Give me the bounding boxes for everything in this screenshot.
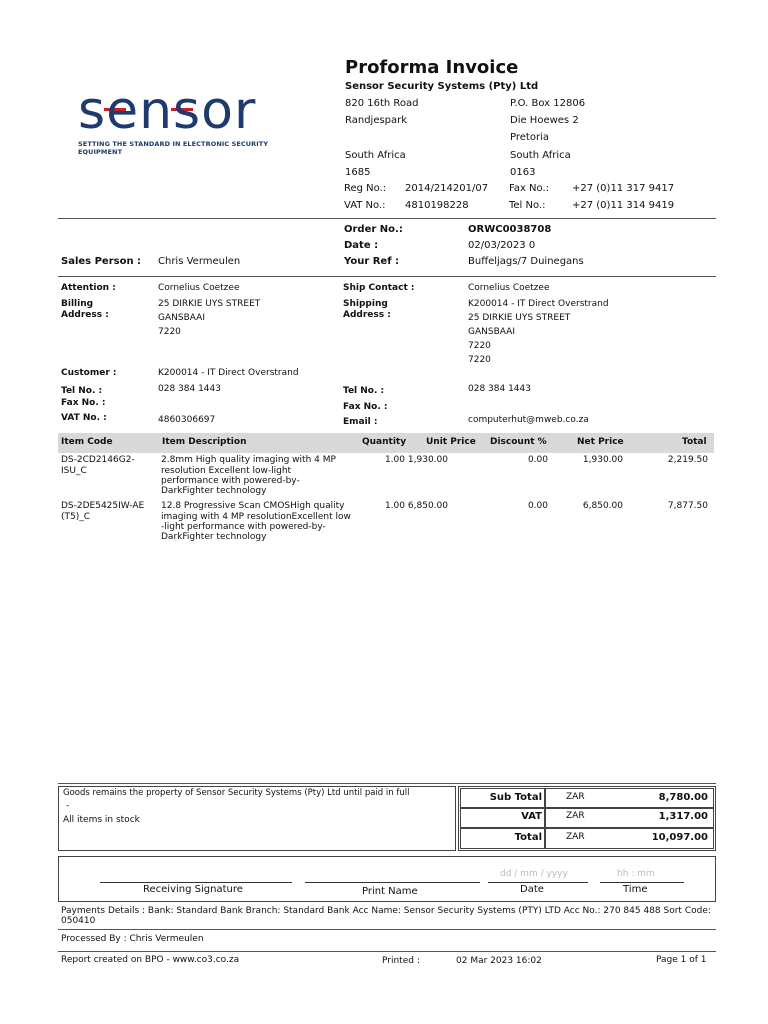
row-description: resolution Excellent low-light [161, 466, 292, 476]
order-no-value: ORWC0038708 [468, 224, 552, 235]
col-header-quantity: Quantity [362, 437, 407, 447]
date-value: 02/03/2023 0 [468, 240, 536, 251]
receiving-signature-line[interactable] [100, 882, 292, 883]
notes-line: Goods remains the property of Sensor Security Systems (Pty) Ltd until paid in full [63, 788, 410, 798]
vat-total-value: 1,317.00 [658, 811, 708, 822]
row-description: imaging with 4 MP resolutionExcellent low [161, 512, 351, 522]
order-no-label: Order No.: [344, 224, 403, 235]
vat-value: 4810198228 [405, 200, 469, 211]
vat-total-label: VAT [521, 811, 542, 822]
col-header-net-price: Net Price [577, 437, 624, 447]
billing-address-line: 25 DIRKIE UYS STREET [158, 299, 261, 309]
your-ref-value: Buffeljags/7 Duinegans [468, 256, 584, 267]
print-name-label: Print Name [362, 886, 418, 897]
row-description: -light performance with powered-by- [161, 522, 326, 532]
row-discount: 0.00 [527, 455, 548, 465]
ship-contact-value: Cornelius Coetzee [468, 283, 550, 293]
subtotal-label: Sub Total [489, 792, 542, 803]
shipping-address-label: Shipping [343, 299, 388, 309]
col-header-discount: Discount % [490, 437, 547, 447]
reg-value: 2014/214201/07 [405, 183, 489, 194]
vat-label: VAT No.: [344, 200, 386, 211]
row-description: performance with powered-by- [161, 476, 300, 486]
row-description: 2.8mm High quality imaging with 4 MP [161, 455, 336, 465]
grand-total-value: 10,097.00 [651, 832, 708, 843]
receiving-signature-label: Receiving Signature [143, 884, 243, 895]
address-right-line: 0163 [510, 167, 536, 178]
tel-value: +27 (0)11 314 9419 [572, 200, 675, 211]
printed-label: Printed : [382, 956, 420, 966]
address-left-line: Randjespark [345, 115, 408, 126]
row-description: 12.8 Progressive Scan CMOSHigh quality [161, 501, 345, 511]
tel-label: Tel No.: [509, 200, 546, 211]
row-net-price: 6,850.00 [582, 501, 623, 511]
attention-label: Attention : [61, 283, 116, 293]
company-logo [74, 81, 314, 157]
shipping-tel-value: 028 384 1443 [468, 384, 531, 394]
time-placeholder: hh : mm [617, 869, 655, 879]
subtotal-value: 8,780.00 [658, 792, 708, 803]
row-net-price: 1,930.00 [582, 455, 623, 465]
currency-label: ZAR [566, 811, 585, 821]
row-item-code: ISU_C [61, 466, 87, 476]
billing-address-label: Address : [61, 310, 109, 320]
billing-vat-value: 4860306697 [158, 415, 216, 425]
printed-value: 02 Mar 2023 16:02 [456, 956, 542, 966]
shipping-address-line: GANSBAAI [468, 327, 515, 337]
shipping-address-line: 25 DIRKIE UYS STREET [468, 313, 571, 323]
shipping-address-line: K200014 - IT Direct Overstrand [468, 299, 609, 309]
row-unit-price: 6,850.00 [407, 501, 448, 511]
row-description: DarkFighter technology [161, 486, 267, 496]
date-line[interactable] [488, 882, 588, 883]
time-line[interactable] [600, 882, 684, 883]
reg-label: Reg No.: [344, 183, 387, 194]
shipping-address-label: Address : [343, 310, 391, 320]
divider [58, 276, 716, 277]
row-discount: 0.00 [527, 501, 548, 511]
customer-label: Customer : [61, 368, 117, 378]
address-right-line: P.O. Box 12806 [510, 98, 586, 109]
billing-address-label: Billing [61, 299, 94, 309]
row-item-code: DS-2DE5425IW-AE [61, 501, 145, 511]
shipping-tel-label: Tel No. : [343, 386, 385, 396]
row-item-code: DS-2CD2146G2- [61, 455, 135, 465]
processed-by: Processed By : Chris Vermeulen [61, 934, 204, 944]
attention-value: Cornelius Coetzee [158, 283, 240, 293]
logo-wordmark: sensor [78, 81, 257, 141]
row-total: 7,877.50 [667, 501, 708, 511]
date-placeholder: dd / mm / yyyy [500, 869, 568, 879]
address-right-line: South Africa [510, 150, 571, 161]
grand-total-label: Total [514, 832, 542, 843]
customer-value: K200014 - IT Direct Overstrand [158, 368, 299, 378]
col-header-item-code: Item Code [61, 437, 113, 447]
divider [58, 951, 716, 952]
shipping-email-label: Email : [343, 417, 378, 427]
billing-tel-label: Tel No. : [61, 386, 103, 396]
billing-address-line: GANSBAAI [158, 313, 205, 323]
ship-contact-label: Ship Contact : [343, 283, 415, 293]
billing-tel-value: 028 384 1443 [158, 384, 221, 394]
logo-tagline: SETTING THE STANDARD IN ELECTRONIC SECURITY EQUIPMENT [78, 140, 269, 156]
divider [58, 783, 716, 784]
date-sign-label: Date [520, 884, 544, 895]
payment-details: Payments Details : Bank: Standard Bank Branch: Standard Bank Acc Name: Sensor Security Systems (PTY) LTD Acc No.: 270 845 488 Sort Code: [61, 906, 711, 916]
row-quantity: 1.00 [384, 455, 405, 465]
page-number: Page 1 of 1 [656, 955, 707, 965]
your-ref-label: Your Ref : [344, 256, 400, 267]
address-right-line: Pretoria [510, 132, 549, 143]
currency-label: ZAR [566, 792, 585, 802]
notes-line: - [66, 801, 70, 811]
time-sign-label: Time [623, 884, 648, 895]
shipping-email-value: computerhut@mweb.co.za [468, 415, 589, 425]
fax-value: +27 (0)11 317 9417 [572, 183, 675, 194]
address-left-line: 1685 [345, 167, 371, 178]
divider [58, 929, 716, 930]
shipping-address-line: 7220 [468, 355, 491, 365]
col-header-description: Item Description [162, 437, 247, 447]
billing-address-line: 7220 [158, 327, 181, 337]
col-header-total: Total [682, 437, 707, 447]
row-item-code: (T5)_C [61, 512, 91, 522]
payment-details-sort-code: 050410 [61, 916, 96, 926]
print-name-line[interactable] [305, 882, 480, 883]
row-total: 2,219.50 [667, 455, 708, 465]
divider [58, 218, 716, 219]
sales-person-label: Sales Person : [61, 256, 142, 267]
billing-fax-label: Fax No. : [61, 398, 106, 408]
shipping-address-line: 7220 [468, 341, 491, 351]
currency-label: ZAR [566, 832, 585, 842]
col-header-unit-price: Unit Price [426, 437, 476, 447]
row-description: DarkFighter technology [161, 532, 267, 542]
row-quantity: 1.00 [384, 501, 405, 511]
fax-label: Fax No.: [509, 183, 550, 194]
notes-line: All items in stock [63, 815, 140, 825]
address-left-line: 820 16th Road [345, 98, 419, 109]
report-source: Report created on BPO - www.co3.co.za [61, 955, 240, 965]
billing-vat-label: VAT No. : [61, 413, 107, 423]
row-unit-price: 1,930.00 [407, 455, 448, 465]
sales-person-value: Chris Vermeulen [158, 256, 241, 267]
address-right-line: Die Hoewes 2 [510, 115, 579, 126]
document-title: Proforma Invoice [345, 57, 519, 78]
company-name: Sensor Security Systems (Pty) Ltd [345, 81, 539, 92]
address-left-line: South Africa [345, 150, 406, 161]
date-label: Date : [344, 240, 379, 251]
shipping-fax-label: Fax No. : [343, 402, 388, 412]
